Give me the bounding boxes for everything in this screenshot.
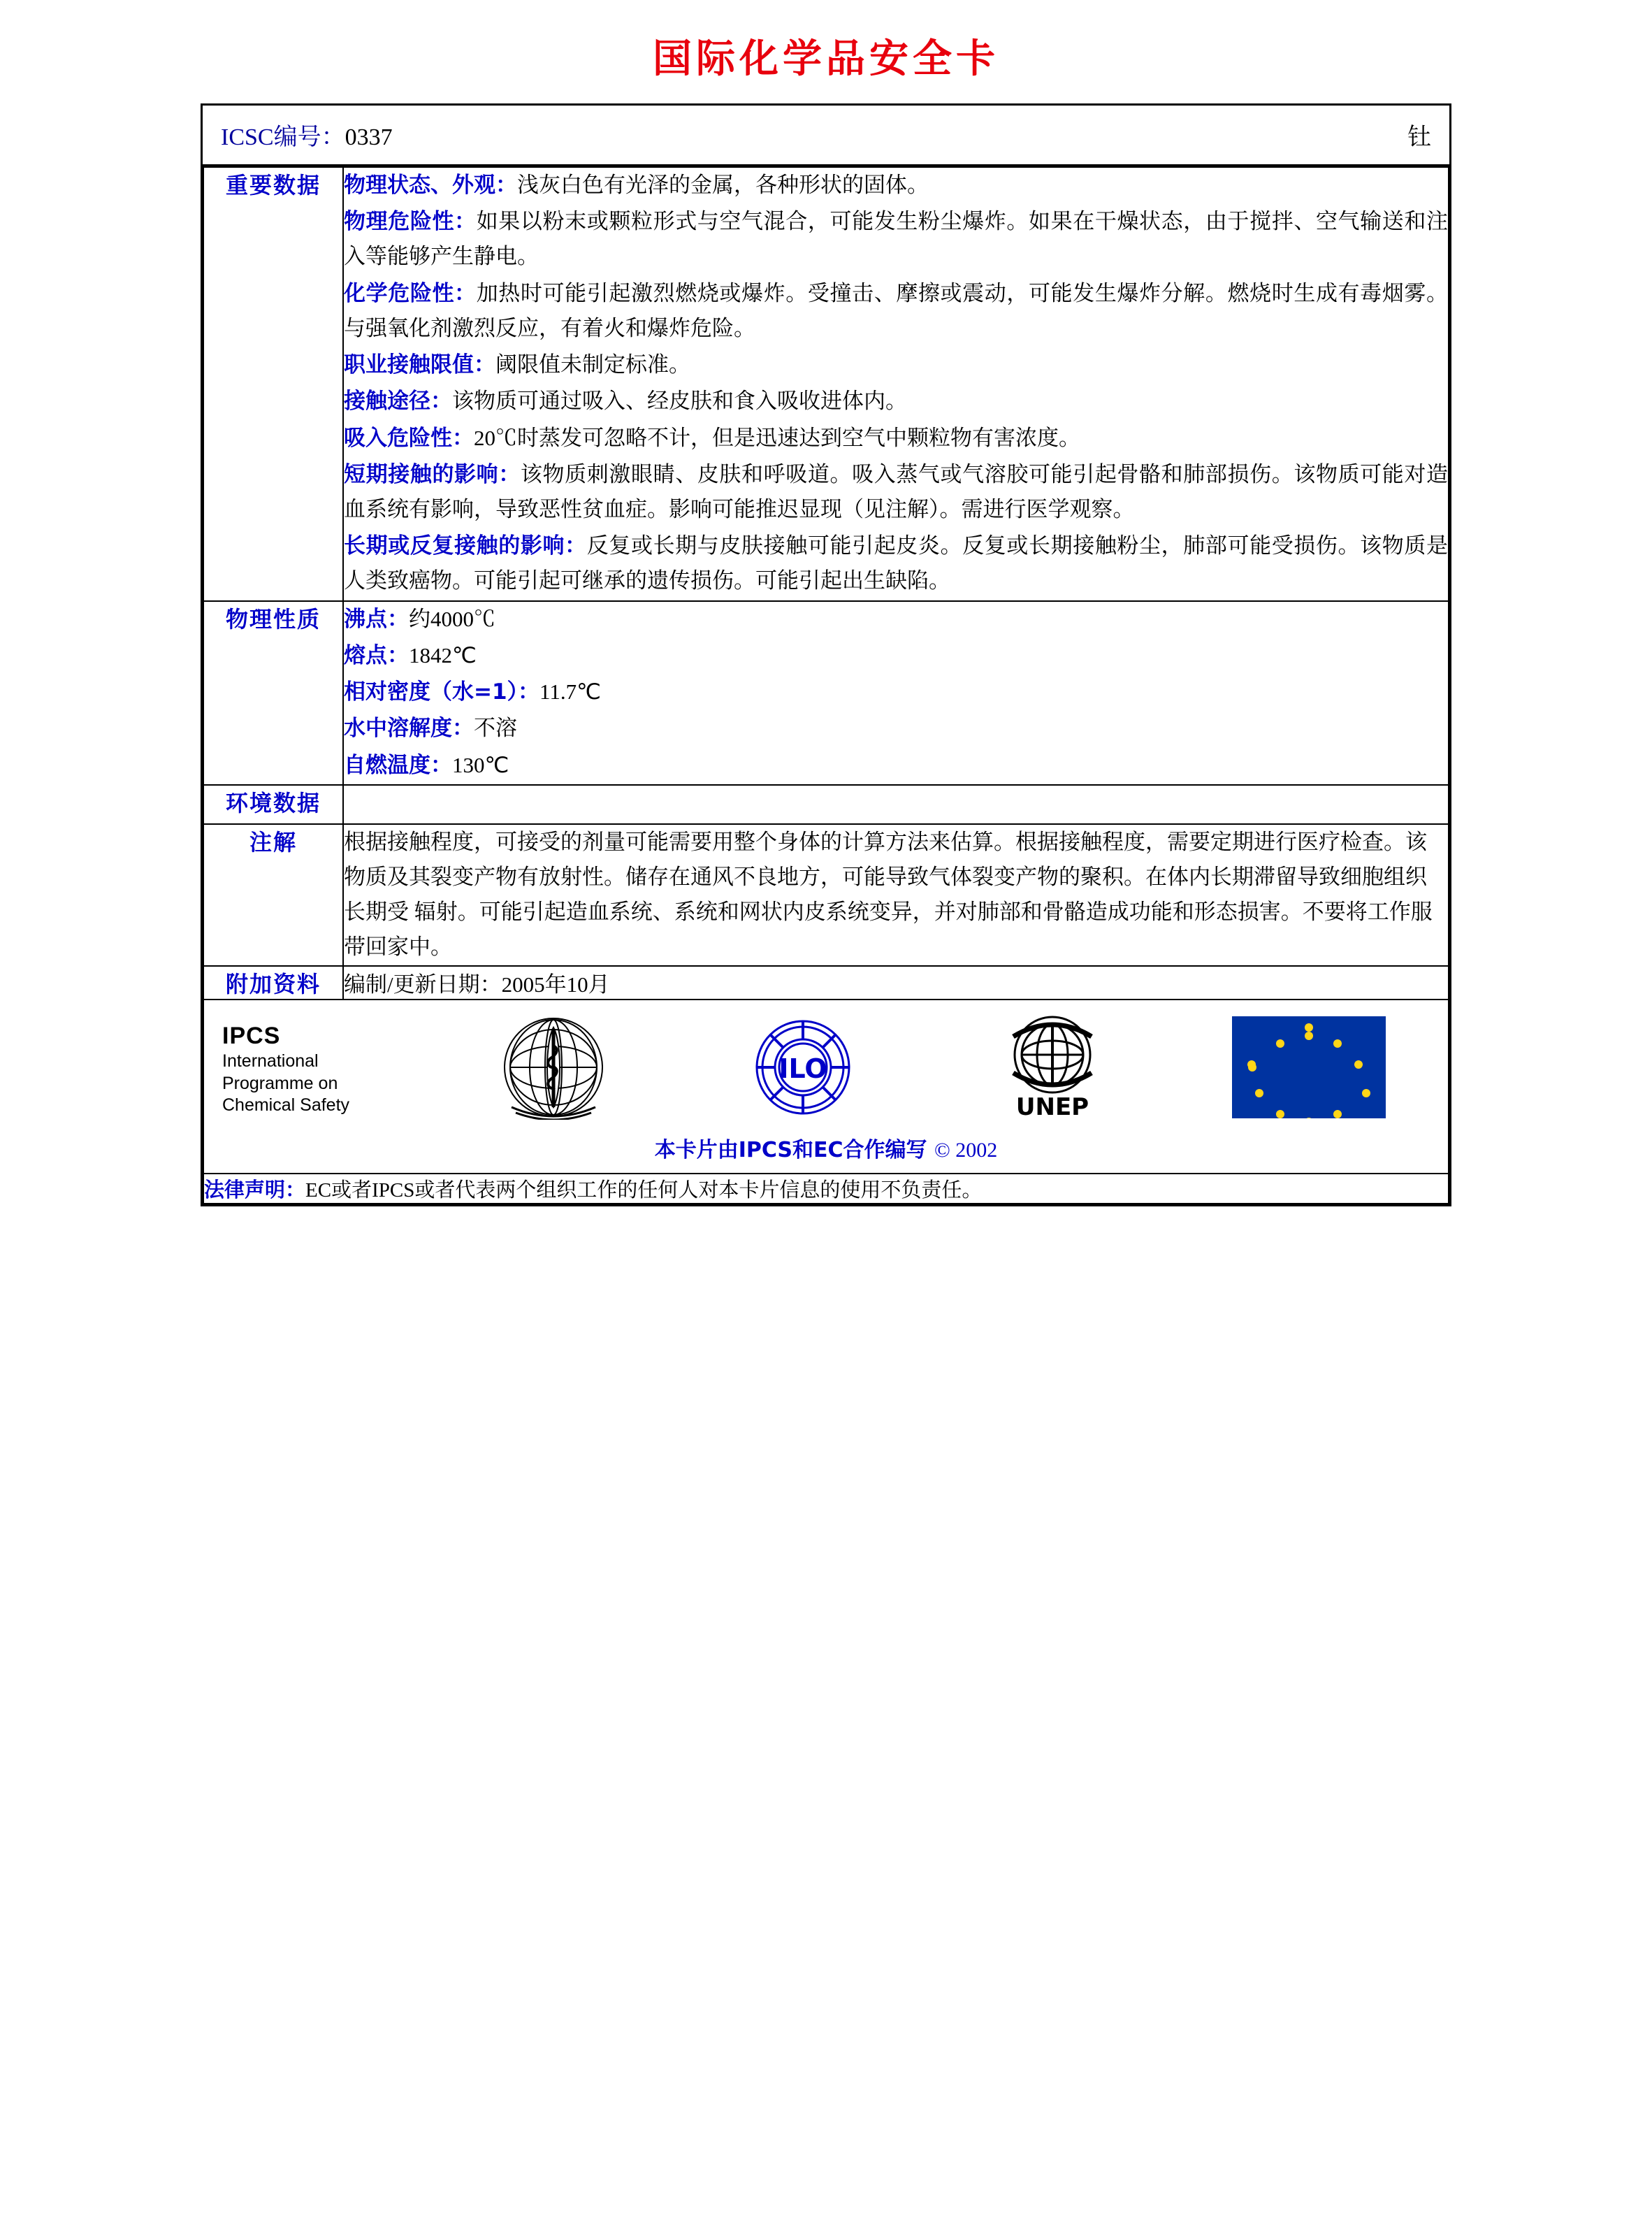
key-boiling-point: 沸点： xyxy=(344,606,409,632)
icsc-number-block xyxy=(221,117,393,152)
value-routes-of-exposure: 该物质可通过吸入、经皮肤和食入吸收进体内。 xyxy=(452,389,907,414)
item-inhalation-risk xyxy=(344,421,1448,456)
ipcs-block xyxy=(222,1021,432,1116)
row-additional-info xyxy=(203,966,1449,1000)
footer-logo-cell xyxy=(203,1000,1449,1174)
ipcs-abbr: IPCS xyxy=(222,1022,281,1049)
ipcs-line-3: Chemical Safety xyxy=(222,1095,350,1115)
item-autoignition-temp xyxy=(344,748,1448,783)
value-physical-hazards: 如果以粉末或颗粒形式与空气混合，可能发生粉尘爆炸。如果在干燥状态，由于搅拌、空气输送和注入等能够产生静电。 xyxy=(344,209,1449,269)
row-important-data xyxy=(203,167,1449,601)
eu-flag-icon xyxy=(1232,1016,1386,1122)
icsc-label: ICSC编号： xyxy=(221,124,345,150)
label-environmental-data: 环境数据 xyxy=(203,785,343,824)
credit-line xyxy=(204,1131,1448,1173)
label-important-data: 重要数据 xyxy=(203,167,343,601)
page-title: 国际化学品安全卡 xyxy=(653,36,999,82)
ipcs-line-1: International xyxy=(222,1051,319,1072)
key-long-term-effects: 长期或反复接触的影响： xyxy=(344,533,587,559)
key-relative-density: 相对密度（水=1）： xyxy=(344,679,540,705)
svg-text:ILO: ILO xyxy=(778,1053,827,1084)
item-exposure-limits xyxy=(344,347,1448,382)
value-long-term-effects: 反复或长期与皮肤接触可能引起皮炎。反复或长期接触粉尘，肺部可能受损伤。该物质是人类致癌物。可能引起可继承的遗传损伤。可能引起出生缺陷。 xyxy=(344,533,1448,593)
legal-text: EC或者IPCS或者代表两个组织工作的任何人对本卡片信息的使用不负责任。 xyxy=(305,1178,983,1202)
legal-label: 法律声明： xyxy=(204,1177,306,1202)
row-logos xyxy=(203,1000,1449,1174)
credit-text: 本卡片由IPCS和EC合作编写 xyxy=(654,1137,927,1162)
key-short-term-effects: 短期接触的影响： xyxy=(344,461,521,487)
content-notes: 根据接触程度，可接受的剂量可能需要用整个身体的计算方法来估算。根据接触程度，需要定期进行医疗检查。该物质及其裂变产物有放射性。储存在通风不良地方，可能导致气体裂变产物的聚积。在体内长期滞留导致细胞组织长期受 辐射。可能引起造血系统、系统和网状内皮系统变异，并对肺部和骨骼造成功能和形态损害。不要将工作服带回家中。 xyxy=(343,824,1449,966)
key-exposure-limits: 职业接触限值： xyxy=(344,352,495,378)
item-melting-point xyxy=(344,638,1448,673)
logo-bar xyxy=(204,1000,1448,1131)
item-physical-state xyxy=(344,168,1448,203)
ipcs-line-2: Programme on xyxy=(222,1073,338,1093)
substance-name: 钍 xyxy=(1407,124,1431,150)
value-inhalation-risk: 20℃时蒸发可忽略不计，但是迅速达到空气中颗粒物有害浓度。 xyxy=(474,425,1080,450)
item-boiling-point xyxy=(344,602,1448,637)
content-environmental-data xyxy=(343,785,1449,824)
key-water-solubility: 水中溶解度： xyxy=(344,716,474,742)
value-physical-state: 浅灰白色有光泽的金属，各种形状的固体。 xyxy=(517,173,929,197)
logo-group xyxy=(439,1011,1430,1127)
row-environmental-data xyxy=(203,785,1449,824)
item-water-solubility xyxy=(344,711,1448,746)
copyright-text: © 2002 xyxy=(934,1138,998,1162)
content-additional-info: 编制/更新日期：2005年10月 xyxy=(343,966,1449,1000)
key-physical-hazards: 物理危险性： xyxy=(344,209,477,235)
unep-logo-icon xyxy=(983,1011,1122,1127)
icsc-number: 0337 xyxy=(345,124,393,150)
item-short-term-effects xyxy=(344,457,1448,527)
row-notes xyxy=(203,824,1449,966)
svg-text:UNEP: UNEP xyxy=(1015,1092,1089,1121)
item-long-term-effects xyxy=(344,528,1448,598)
key-physical-state: 物理状态、外观： xyxy=(344,173,517,198)
label-notes: 注解 xyxy=(203,824,343,966)
value-water-solubility: 不溶 xyxy=(474,716,517,741)
row-legal xyxy=(203,1174,1449,1204)
value-relative-density: 11.7℃ xyxy=(539,679,601,705)
label-physical-properties: 物理性质 xyxy=(203,601,343,785)
card-header xyxy=(203,106,1449,166)
key-routes-of-exposure: 接触途径： xyxy=(344,389,452,414)
item-physical-hazards xyxy=(344,204,1448,274)
item-routes-of-exposure xyxy=(344,384,1448,419)
value-autoignition-temp: 130℃ xyxy=(452,752,509,777)
safety-card xyxy=(201,103,1451,1206)
item-chemical-hazards xyxy=(344,276,1448,346)
key-autoignition-temp: 自燃温度： xyxy=(344,752,452,778)
content-important-data xyxy=(343,167,1449,601)
value-short-term-effects: 该物质刺激眼睛、皮肤和呼吸道。吸入蒸气或气溶胶可能引起骨骼和肺部损伤。该物质可能对造血系统有影响，导致恶性贫血症。影响可能推迟显现（见注解）。需进行医学观察。 xyxy=(344,461,1449,521)
key-chemical-hazards: 化学危险性： xyxy=(344,280,477,306)
value-boiling-point: 约4000℃ xyxy=(409,606,495,631)
card-body-table xyxy=(203,166,1449,1204)
item-relative-density xyxy=(344,674,1448,709)
ilo-logo-icon xyxy=(733,1015,873,1123)
value-chemical-hazards: 加热时可能引起激烈燃烧或爆炸。受撞击、摩擦或震动，可能发生爆炸分解。燃烧时生成有毒烟雾。与强氧化剂激烈反应，有着火和爆炸危险。 xyxy=(344,280,1449,340)
content-physical-properties xyxy=(343,601,1449,785)
value-melting-point: 1842℃ xyxy=(409,642,477,668)
who-logo-icon xyxy=(484,1015,623,1123)
legal-notice xyxy=(203,1174,1449,1204)
value-exposure-limits: 阈限值未制定标准。 xyxy=(495,352,690,377)
key-inhalation-risk: 吸入危险性： xyxy=(344,425,474,451)
key-melting-point: 熔点： xyxy=(344,642,409,668)
row-physical-properties xyxy=(203,601,1449,785)
label-additional-info: 附加资料 xyxy=(203,966,343,1000)
